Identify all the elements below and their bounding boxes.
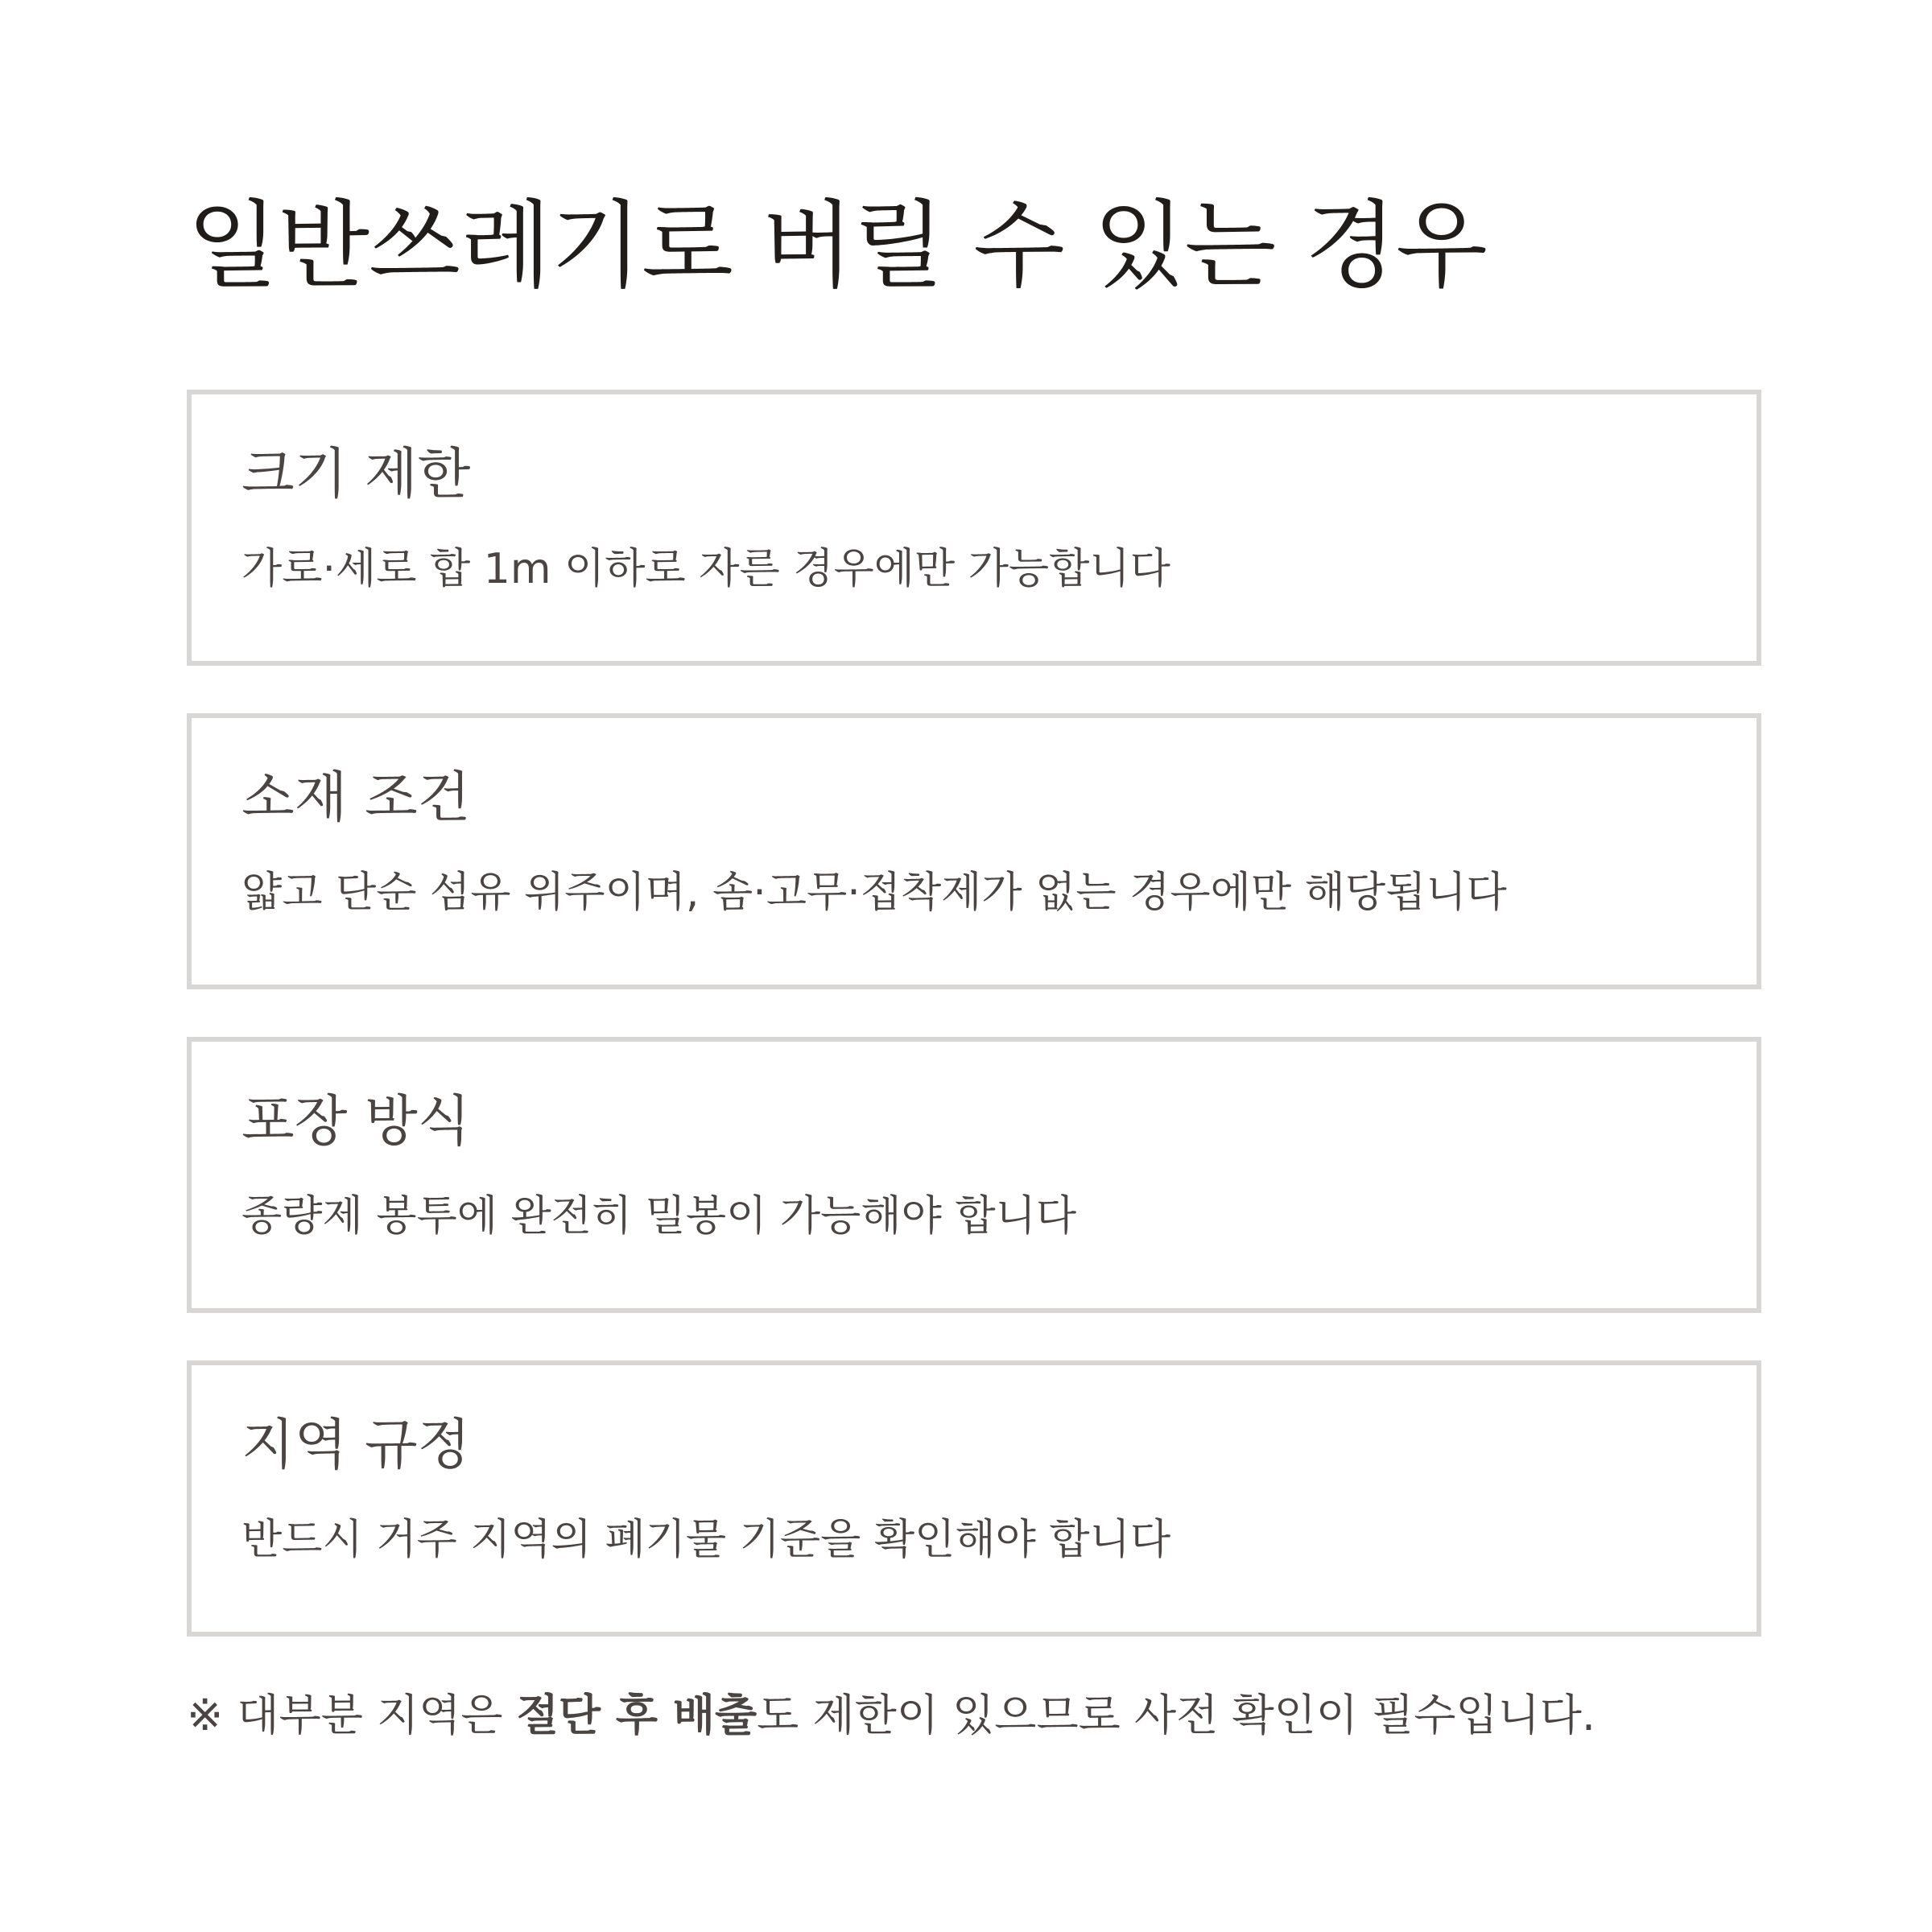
condition-card-regional-rules (187, 1360, 1761, 1637)
condition-card-heading: 포장 방식 (242, 1090, 471, 1154)
condition-card-size-limit (187, 390, 1761, 666)
footnote (187, 1687, 1596, 1744)
page-title: 일반쓰레기로 버릴 수 있는 경우 (187, 190, 1487, 301)
condition-card-material (187, 713, 1761, 989)
footnote-prefix: ※ 대부분 지역은 (187, 1690, 517, 1740)
condition-card-description: 종량제 봉투에 완전히 밀봉이 가능해야 합니다 (242, 1192, 1077, 1241)
condition-card-description: 가로·세로 합 1m 이하로 자른 경우에만 가능합니다 (242, 545, 1170, 593)
condition-card-heading: 크기 제한 (242, 443, 471, 506)
condition-card-heading: 소재 조건 (242, 766, 471, 830)
condition-card-heading: 지역 규정 (242, 1414, 471, 1477)
condition-card-description: 반드시 거주 지역의 폐기물 기준을 확인해야 합니다 (242, 1516, 1171, 1564)
footnote-suffix: 도 제한이 있으므로 사전 확인이 필수입니다. (757, 1690, 1596, 1740)
footnote-emphasis: 절단 후 배출 (516, 1690, 758, 1740)
content-page (187, 185, 1761, 1740)
condition-card-description: 얇고 단순 섬유 위주이며, 솜·고무·접착제가 없는 경우에만 해당됩니다 (242, 869, 1507, 917)
condition-card-packaging (187, 1037, 1761, 1313)
